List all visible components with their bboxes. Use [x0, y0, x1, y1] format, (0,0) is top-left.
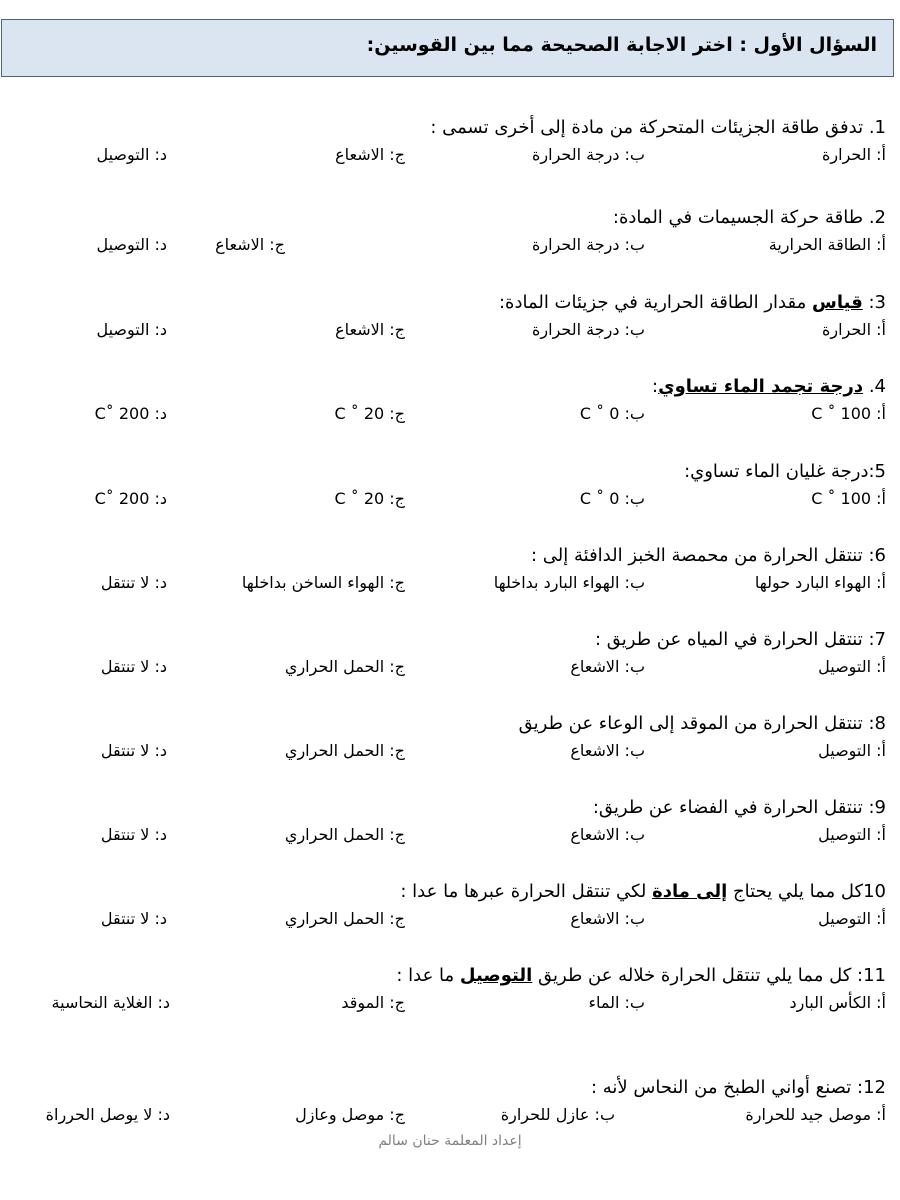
- option-c[interactable]: ج: الهواء الساخن بداخلها: [241, 573, 405, 592]
- option-b[interactable]: ب: الماء: [588, 993, 645, 1012]
- option-d[interactable]: د: C˚ 200: [94, 404, 167, 423]
- option-b[interactable]: ب: الاشعاع: [570, 657, 645, 676]
- option-c[interactable]: ج: الحمل الحراري: [284, 657, 405, 676]
- question-number: 5:: [868, 461, 886, 482]
- question-number: 9:: [868, 797, 886, 818]
- option-d[interactable]: د: C˚ 200: [94, 489, 167, 508]
- question-header: [1, 19, 894, 77]
- option-b[interactable]: ب: الاشعاع: [570, 909, 645, 928]
- header-title: السؤال الأول : اختر الاجابة الصحيحة مما بين القوسين:: [366, 34, 877, 56]
- option-d[interactable]: د: التوصيل: [96, 145, 167, 164]
- option-c[interactable]: ج: C ˚ 20: [334, 489, 405, 508]
- option-c[interactable]: ج: الاشعاع: [335, 320, 405, 339]
- question-text: تنتقل الحرارة من الموقد إلى الوعاء عن طريق: [518, 713, 863, 734]
- option-b[interactable]: ب: الاشعاع: [570, 741, 645, 760]
- question-text: تنتقل الحرارة في المياه عن طريق :: [595, 629, 863, 650]
- option-c[interactable]: ج: الحمل الحراري: [284, 825, 405, 844]
- question-text: ما عدا :: [396, 965, 455, 986]
- option-b[interactable]: ب: C ˚ 0: [579, 404, 645, 423]
- question-highlight: التوصيل: [459, 965, 533, 986]
- option-c[interactable]: ج: الاشعاع: [215, 235, 285, 254]
- option-d[interactable]: د: لا تنتقل: [100, 657, 167, 676]
- option-a[interactable]: أ: الطاقة الحرارية: [768, 235, 886, 254]
- option-d[interactable]: د: لا تنتقل: [100, 825, 167, 844]
- question-text: مقدار الطاقة الحرارية في جزيئات المادة:: [498, 292, 807, 313]
- question-text: درجة غليان الماء تساوي:: [684, 461, 869, 482]
- option-a[interactable]: أ: التوصيل: [818, 741, 886, 760]
- option-a[interactable]: أ: C ˚ 100: [811, 404, 886, 423]
- option-a[interactable]: أ: الحرارة: [822, 145, 886, 164]
- footer-credit: إعداد المعلمة حنان سالم: [378, 1133, 522, 1149]
- option-b[interactable]: ب: الهواء البارد بداخلها: [493, 573, 645, 592]
- option-c[interactable]: ج: C ˚ 20: [334, 404, 405, 423]
- option-a[interactable]: أ: التوصيل: [818, 909, 886, 928]
- option-d[interactable]: د: الغلاية النحاسية: [51, 993, 170, 1012]
- question-number: 11:: [857, 965, 886, 986]
- option-b[interactable]: ب: درجة الحرارة: [532, 235, 645, 254]
- option-d[interactable]: د: لا تنتقل: [100, 573, 167, 592]
- option-b[interactable]: ب: عازل للحرارة: [500, 1105, 615, 1124]
- option-d[interactable]: د: لا تنتقل: [100, 909, 167, 928]
- option-c[interactable]: ج: الحمل الحراري: [284, 909, 405, 928]
- question-text: :: [652, 376, 659, 397]
- option-c[interactable]: ج: الاشعاع: [335, 145, 405, 164]
- question-number: 12:: [857, 1077, 886, 1098]
- question-number: 6:: [868, 545, 886, 566]
- option-c[interactable]: ج: الموقد: [341, 993, 405, 1012]
- option-a[interactable]: أ: الحرارة: [822, 320, 886, 339]
- question-number: 8:: [868, 713, 886, 734]
- question-number: 10: [863, 881, 886, 902]
- option-a[interactable]: أ: موصل جيد للحرارة: [745, 1105, 886, 1124]
- question-number: 1.: [868, 117, 886, 138]
- question-prefix: كل مما يلي تنتقل الحرارة خلاله عن طريق: [538, 965, 852, 986]
- option-c[interactable]: ج: الحمل الحراري: [284, 741, 405, 760]
- option-d[interactable]: د: التوصيل: [96, 320, 167, 339]
- option-a[interactable]: أ: التوصيل: [818, 657, 886, 676]
- question-text: تدفق طاقة الجزيئات المتحركة من مادة إلى أخرى تسمى :: [430, 117, 864, 138]
- question-highlight: درجة تجمد الماء تساوي: [658, 376, 864, 397]
- question-text: تصنع أواني الطبخ من النحاس لأنه :: [590, 1077, 852, 1098]
- question-prefix: كل مما يلي يحتاج: [733, 881, 864, 902]
- option-b[interactable]: ب: الاشعاع: [570, 825, 645, 844]
- option-c[interactable]: ج: موصل وعازل: [295, 1105, 405, 1124]
- option-a[interactable]: أ: C ˚ 100: [811, 489, 886, 508]
- option-d[interactable]: د: التوصيل: [96, 235, 167, 254]
- question-highlight: قياس: [812, 292, 863, 313]
- question-number: 4.: [868, 376, 886, 397]
- question-text: تنتقل الحرارة في الفضاء عن طريق:: [592, 797, 863, 818]
- question-text: لكي تنتقل الحرارة عبرها ما عدا :: [400, 881, 647, 902]
- option-b[interactable]: ب: C ˚ 0: [579, 489, 645, 508]
- option-a[interactable]: أ: التوصيل: [818, 825, 886, 844]
- question-text: تنتقل الحرارة من محمصة الخبز الدافئة إلى :: [531, 545, 863, 566]
- question-highlight: إلى مادة: [652, 881, 728, 902]
- question-number: 2.: [868, 207, 886, 228]
- question-number: 7:: [868, 629, 886, 650]
- option-a[interactable]: أ: الهواء البارد حولها: [754, 573, 886, 592]
- question-text: طاقة حركة الجسيمات في المادة:: [612, 207, 864, 228]
- option-b[interactable]: ب: درجة الحرارة: [532, 320, 645, 339]
- option-d[interactable]: د: لا تنتقل: [100, 741, 167, 760]
- question-number: 3:: [868, 292, 886, 313]
- option-d[interactable]: د: لا يوصل الحرراة: [45, 1105, 170, 1124]
- option-a[interactable]: أ: الكأس البارد: [789, 993, 886, 1012]
- option-b[interactable]: ب: درجة الحرارة: [532, 145, 645, 164]
